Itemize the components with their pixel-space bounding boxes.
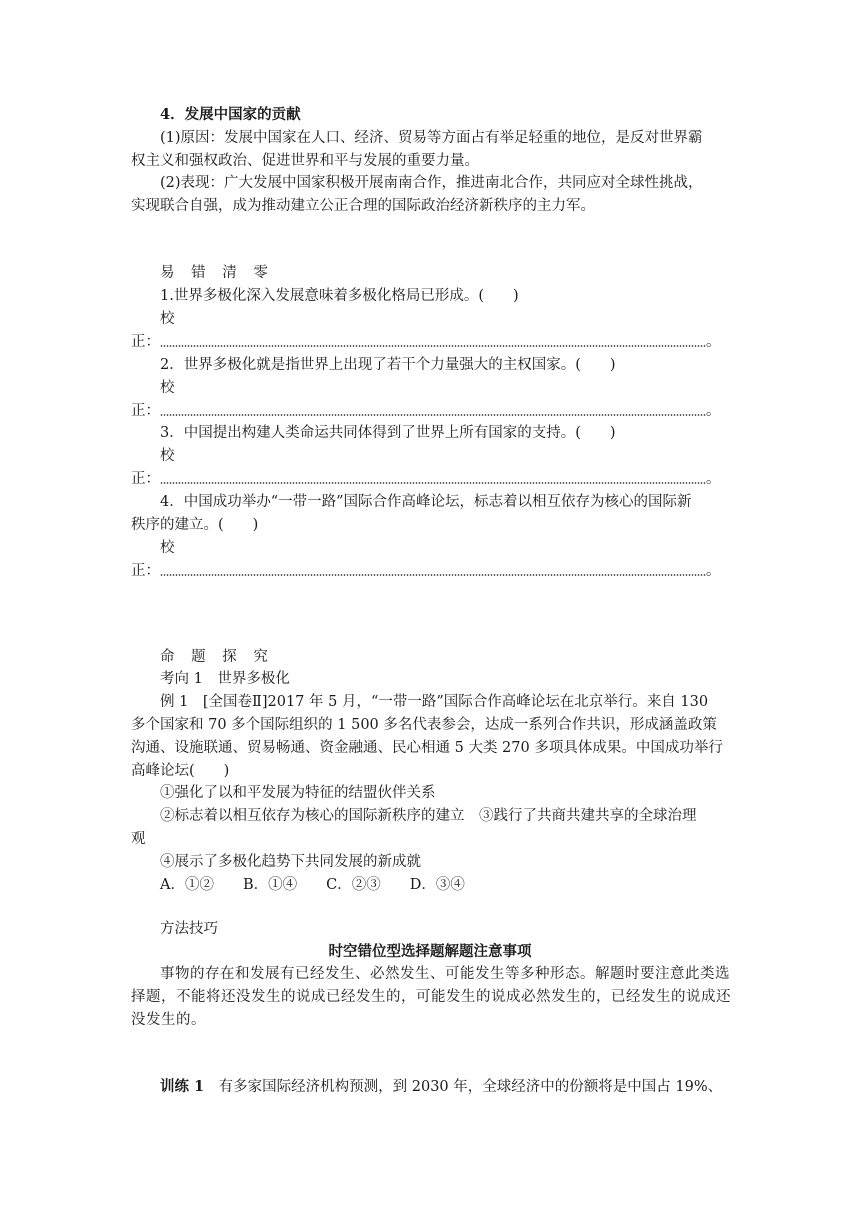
answer-choices: A．①② B．①④ C．②③ D．③④ <box>160 877 465 893</box>
training-text: 有多家国际经济机构预测，到 2030 年，全球经济中的份额将是中国占 19%、 <box>204 1079 723 1095</box>
option-4: ④展示了多极化趋势下共同发展的新成就 <box>160 854 421 870</box>
training-line <box>160 1076 722 1098</box>
errors-heading: 易 错 清 零 <box>160 265 274 281</box>
correction-label-1: 校 <box>160 311 175 327</box>
error-question-3: 3．中国提出构建人类命运共同体得到了世界上所有国家的支持。( ) <box>160 425 616 441</box>
correction-label-2: 校 <box>160 380 175 396</box>
method-body-line-3: 没发生的。 <box>131 1012 206 1028</box>
method-body-line-1: 事物的存在和发展有已经发生、必然发生、可能发生等多种形态。解题时要注意此类选 <box>160 966 730 982</box>
error-question-4-line-1: 4．中国成功举办“一带一路”国际合作高峰论坛，标志着以相互依存为核心的国际新 <box>160 494 692 510</box>
correction-end-4: 。 <box>706 563 721 579</box>
reason-line-2: 权主义和强权政治、促进世界和平与发展的重要力量。 <box>131 153 479 169</box>
method-heading: 方法技巧 <box>160 921 218 937</box>
correction-label-4b: 正： <box>131 563 160 579</box>
correction-end-2: 。 <box>706 403 721 419</box>
training-label: 训练 1 <box>160 1078 205 1095</box>
correction-end-3: 。 <box>706 471 721 487</box>
performance-line-2: 实现联合自强，成为推动建立公正合理的国际政治经济新秩序的主力军。 <box>131 198 595 214</box>
example-line-3: 沟通、设施联通、贸易畅通、资金融通、民心相通 5 大类 270 多项具体成果。中国成功举行 <box>131 740 723 756</box>
method-title: 时空错位型选择题解题注意事项 <box>328 943 532 960</box>
option-2-3-line-2: 观 <box>131 831 146 847</box>
method-body-line-2: 择题，不能将还没发生的说成已经发生的，可能发生的说成必然发生的，已经发生的说成还 <box>131 989 731 1005</box>
error-question-1: 1.世界多极化深入发展意味着多极化格局已形成。( ) <box>160 288 519 304</box>
explore-heading: 命 题 探 究 <box>160 649 274 665</box>
example-line-4: 高峰论坛( ) <box>131 763 230 779</box>
correction-label-2b: 正： <box>131 403 160 419</box>
correction-dotted-line-4[interactable] <box>160 574 706 576</box>
option-1: ①强化了以和平发展为特征的结盟伙伴关系 <box>160 785 436 801</box>
correction-label-3: 校 <box>160 448 175 464</box>
correction-dotted-line-1[interactable] <box>160 345 706 347</box>
example-line-1: 例 1 [全国卷Ⅱ]2017 年 5 月，“一带一路”国际合作高峰论坛在北京举行。来自 130 <box>160 694 709 710</box>
direction-title: 考向 1 世界多极化 <box>160 671 290 687</box>
correction-end-1: 。 <box>706 334 721 350</box>
correction-label-1b: 正： <box>131 334 160 350</box>
option-2-3-line-1: ②标志着以相互依存为核心的国际新秩序的建立 ③践行了共商共建共享的全球治理 <box>160 808 697 824</box>
error-question-4-line-2: 秩序的建立。( ) <box>131 517 259 533</box>
error-question-2: 2．世界多极化就是指世界上出现了若干个力量强大的主权国家。( ) <box>160 357 616 373</box>
reason-line-1: (1)原因：发展中国家在人口、经济、贸易等方面占有举足轻重的地位，是反对世界霸 <box>160 130 703 146</box>
section-title: 4．发展中国家的贡献 <box>160 106 301 123</box>
correction-label-3b: 正： <box>131 471 160 487</box>
example-line-2: 多个国家和 70 多个国际组织的 1 500 多名代表参会，达成一系列合作共识，形成涵盖政策 <box>131 717 717 733</box>
correction-dotted-line-2[interactable] <box>160 414 706 416</box>
correction-dotted-line-3[interactable] <box>160 482 706 484</box>
performance-line-1: (2)表现：广大发展中国家积极开展南南合作，推进南北合作，共同应对全球性挑战， <box>160 175 703 191</box>
correction-label-4: 校 <box>160 540 175 556</box>
